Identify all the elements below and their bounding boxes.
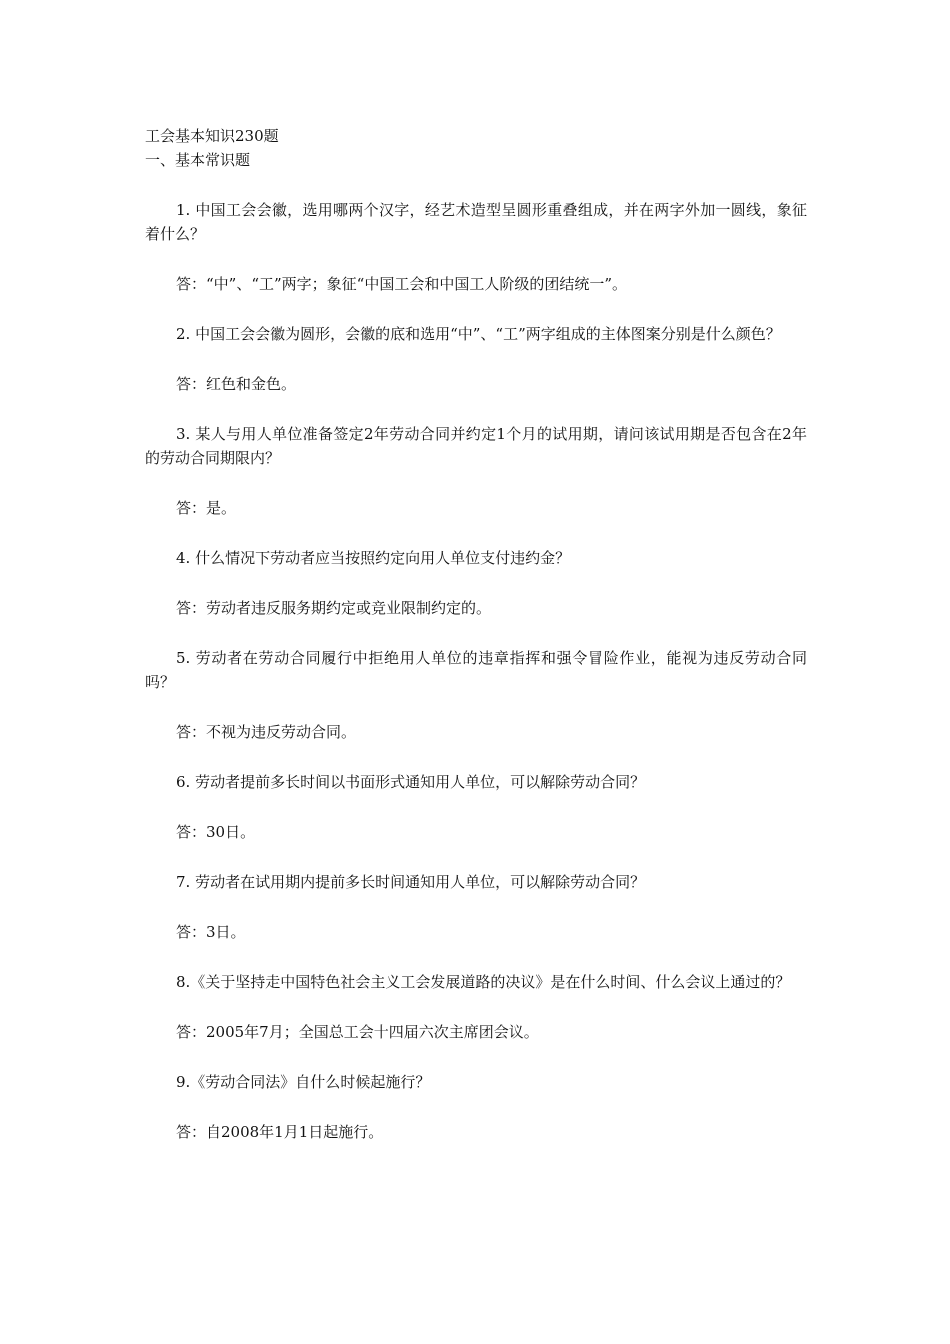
answer-text: 答：是。 bbox=[176, 499, 237, 517]
qa-item-4 bbox=[145, 546, 807, 620]
answer-text: 答：3日。 bbox=[176, 923, 246, 941]
answer-text: 答：自2008年1月1日起施行。 bbox=[176, 1123, 384, 1141]
answer-text: 答：劳动者违反服务期约定或竞业限制约定的。 bbox=[176, 599, 492, 617]
question-text: 7. 劳动者在试用期内提前多长时间通知用人单位，可以解除劳动合同？ bbox=[176, 873, 646, 891]
document-body bbox=[145, 124, 807, 1144]
answer-text: 答：30日。 bbox=[176, 823, 256, 841]
question-text: 9.《劳动合同法》自什么时候起施行？ bbox=[176, 1073, 431, 1091]
qa-item-5 bbox=[145, 646, 807, 744]
question-text: 3. 某人与用人单位准备签定2年劳动合同并约定1个月的试用期，请问该试用期是否包含在2年的劳动合同期限内？ bbox=[145, 425, 807, 467]
question-text: 1. 中国工会会徽，选用哪两个汉字，经艺术造型呈圆形重叠组成，并在两字外加一圆线，象征着什么？ bbox=[145, 201, 807, 243]
qa-item-3 bbox=[145, 422, 807, 520]
question-text: 2. 中国工会会徽为圆形，会徽的底和选用“中”、“工”两字组成的主体图案分别是什么颜色？ bbox=[176, 325, 781, 343]
answer-text: 答：不视为违反劳动合同。 bbox=[176, 723, 357, 741]
question-text: 8.《关于坚持走中国特色社会主义工会发展道路的决议》是在什么时间、什么会议上通过的？ bbox=[176, 973, 791, 991]
qa-item-1 bbox=[145, 198, 807, 296]
answer-text: 答：2005年7月；全国总工会十四届六次主席团会议。 bbox=[176, 1023, 539, 1041]
question-text: 5. 劳动者在劳动合同履行中拒绝用人单位的违章指挥和强令冒险作业，能视为违反劳动合同吗？ bbox=[145, 649, 807, 691]
answer-text: 答：红色和金色。 bbox=[176, 375, 297, 393]
section-heading: 一、基本常识题 bbox=[145, 151, 251, 169]
qa-item-7 bbox=[145, 870, 807, 944]
answer-text: 答：“中”、“工”两字；象征“中国工会和中国工人阶级的团结统一”。 bbox=[176, 275, 628, 293]
qa-item-2 bbox=[145, 322, 807, 396]
question-text: 6. 劳动者提前多长时间以书面形式通知用人单位，可以解除劳动合同？ bbox=[176, 773, 646, 791]
qa-item-9 bbox=[145, 1070, 807, 1144]
document-title: 工会基本知识230题 bbox=[145, 127, 279, 145]
question-text: 4. 什么情况下劳动者应当按照约定向用人单位支付违约金？ bbox=[176, 549, 571, 567]
qa-item-8 bbox=[145, 970, 807, 1044]
qa-item-6 bbox=[145, 770, 807, 844]
